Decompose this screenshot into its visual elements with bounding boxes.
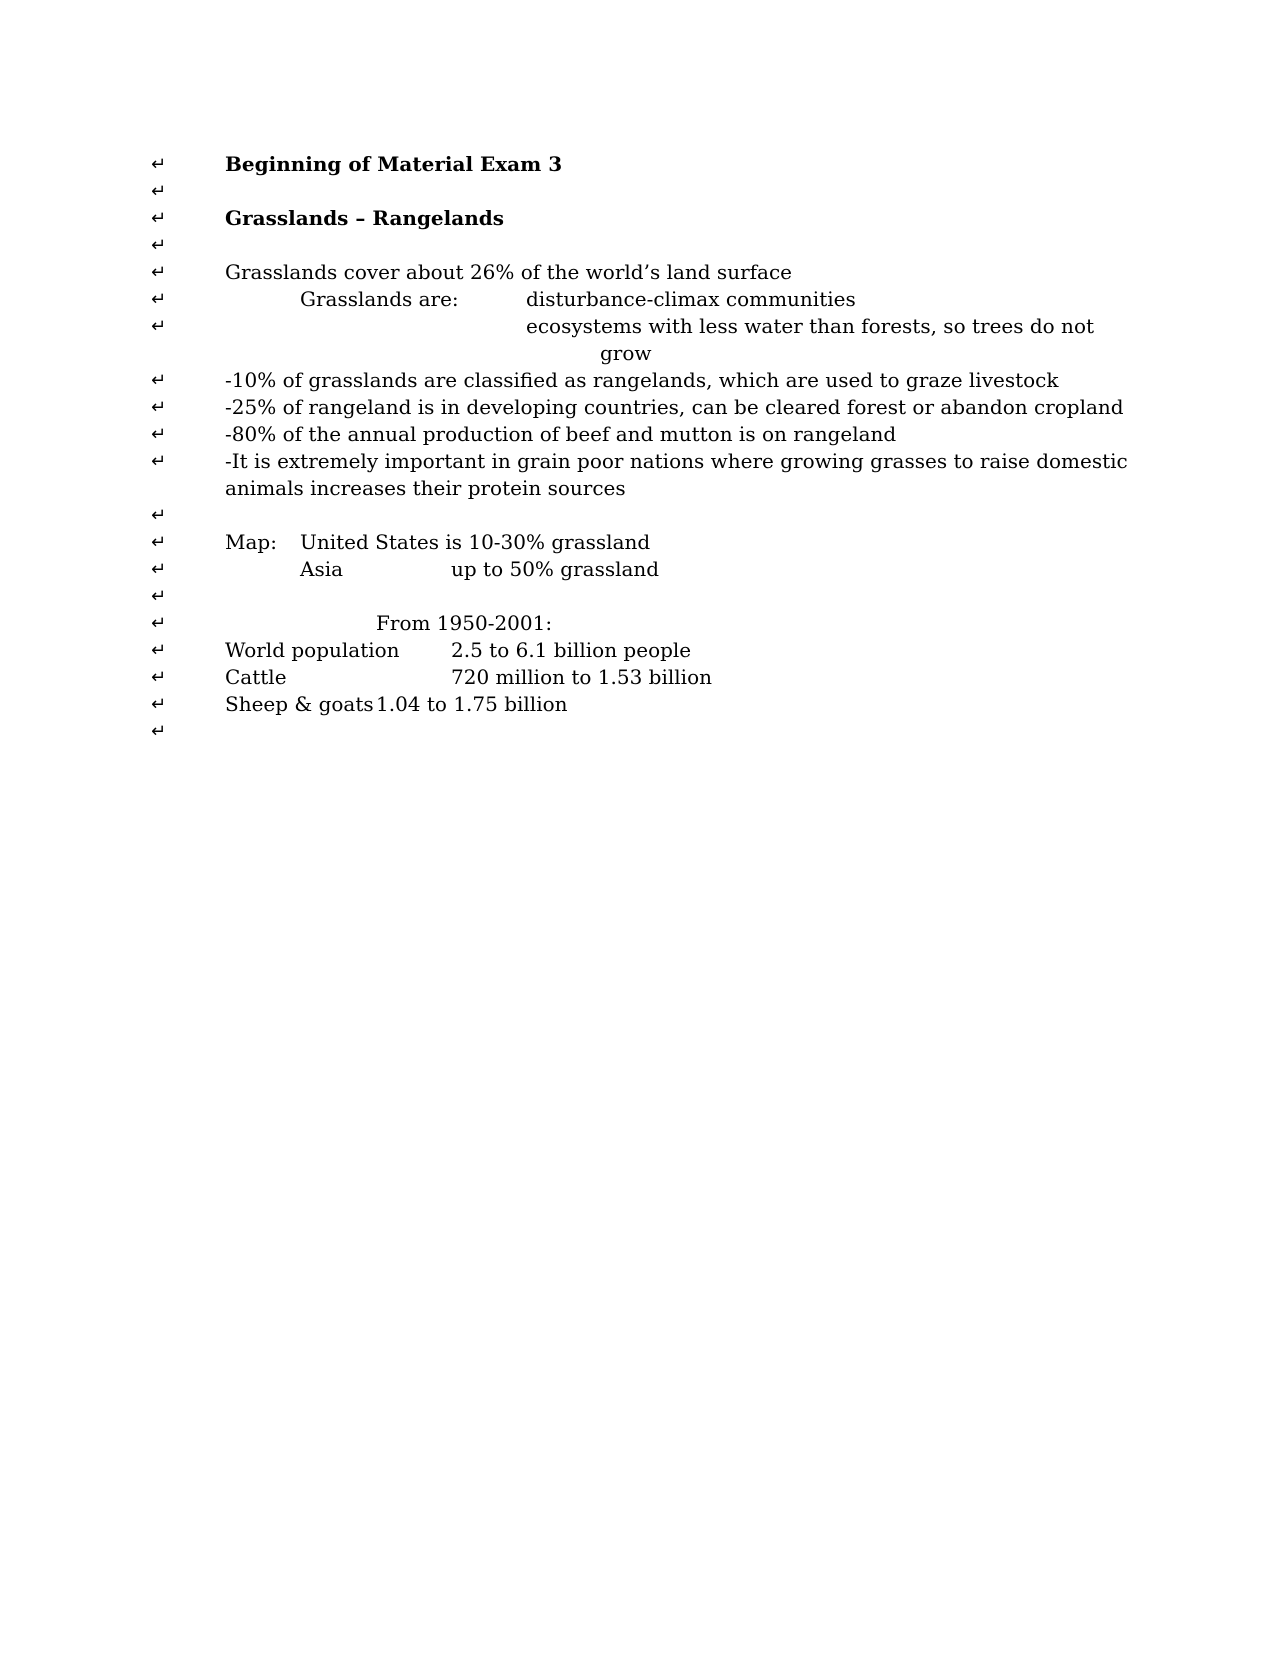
paragraph-return-icon: ↵ (151, 451, 167, 472)
bullet-line: -It is extremely important in grain poor nations where growing grasses to raise domestic (225, 449, 1128, 473)
paragraph-return-icon: ↵ (151, 262, 167, 283)
grasslands-are-item: disturbance-climax communities (526, 287, 856, 311)
grasslands-are-item-wrap: grow (600, 341, 652, 365)
doc-line (0, 340, 1280, 367)
paragraph-return-icon: ↵ (151, 208, 167, 229)
paragraph-return-icon: ↵ (151, 532, 167, 553)
grasslands-are-label: Grasslands are: (300, 287, 459, 311)
doc-line (0, 691, 1280, 718)
stat-label: Cattle (225, 665, 287, 689)
bullet-line-wrap: animals increases their protein sources (225, 476, 626, 500)
map-us-value: United States is 10-30% grassland (300, 530, 651, 554)
doc-line (0, 448, 1280, 475)
paragraph-return-icon: ↵ (151, 667, 167, 688)
bullet-line: -10% of grasslands are classified as rangelands, which are used to graze livestock (225, 368, 1059, 392)
paragraph-return-icon: ↵ (151, 235, 167, 256)
doc-line (0, 367, 1280, 394)
period-label: From 1950-2001: (376, 611, 553, 635)
map-asia-label: Asia (300, 557, 344, 581)
paragraph-return-icon: ↵ (151, 370, 167, 391)
paragraph-return-icon: ↵ (151, 559, 167, 580)
map-label: Map: (225, 530, 277, 554)
cover-sentence: Grasslands cover about 26% of the world’s land surface (225, 260, 793, 284)
paragraph-return-icon: ↵ (151, 424, 167, 445)
doc-line (0, 475, 1280, 502)
bullet-line: -80% of the annual production of beef and mutton is on rangeland (225, 422, 897, 446)
doc-line (0, 259, 1280, 286)
doc-line (0, 583, 1280, 610)
paragraph-return-icon: ↵ (151, 721, 167, 742)
doc-line (0, 421, 1280, 448)
doc-line (0, 664, 1280, 691)
stat-value: 720 million to 1.53 billion (451, 665, 712, 689)
grasslands-are-item: ecosystems with less water than forests, so trees do not (526, 314, 1095, 338)
paragraph-return-icon: ↵ (151, 640, 167, 661)
doc-line (0, 529, 1280, 556)
doc-line (0, 556, 1280, 583)
doc-line (0, 286, 1280, 313)
paragraph-return-icon: ↵ (151, 154, 167, 175)
paragraph-return-icon: ↵ (151, 397, 167, 418)
paragraph-return-icon: ↵ (151, 613, 167, 634)
doc-line (0, 151, 1280, 178)
bullet-line: -25% of rangeland is in developing countries, can be cleared forest or abandon cropland (225, 395, 1124, 419)
paragraph-return-icon: ↵ (151, 181, 167, 202)
paragraph-return-icon: ↵ (151, 586, 167, 607)
document-heading: Beginning of Material Exam 3 (225, 152, 563, 176)
paragraph-return-icon: ↵ (151, 694, 167, 715)
doc-line (0, 178, 1280, 205)
doc-line (0, 610, 1280, 637)
paragraph-return-icon: ↵ (151, 505, 167, 526)
paragraph-return-icon: ↵ (151, 289, 167, 310)
doc-line (0, 394, 1280, 421)
doc-line (0, 313, 1280, 340)
section-heading: Grasslands – Rangelands (225, 206, 504, 230)
map-asia-value: up to 50% grassland (451, 557, 660, 581)
doc-line (0, 718, 1280, 745)
stat-label: Sheep & goats (225, 692, 374, 716)
stat-value: 1.04 to 1.75 billion (376, 692, 568, 716)
paragraph-return-icon: ↵ (151, 316, 167, 337)
doc-line (0, 637, 1280, 664)
doc-line (0, 232, 1280, 259)
stat-label: World population (225, 638, 400, 662)
doc-line (0, 205, 1280, 232)
stat-value: 2.5 to 6.1 billion people (451, 638, 692, 662)
doc-line (0, 502, 1280, 529)
